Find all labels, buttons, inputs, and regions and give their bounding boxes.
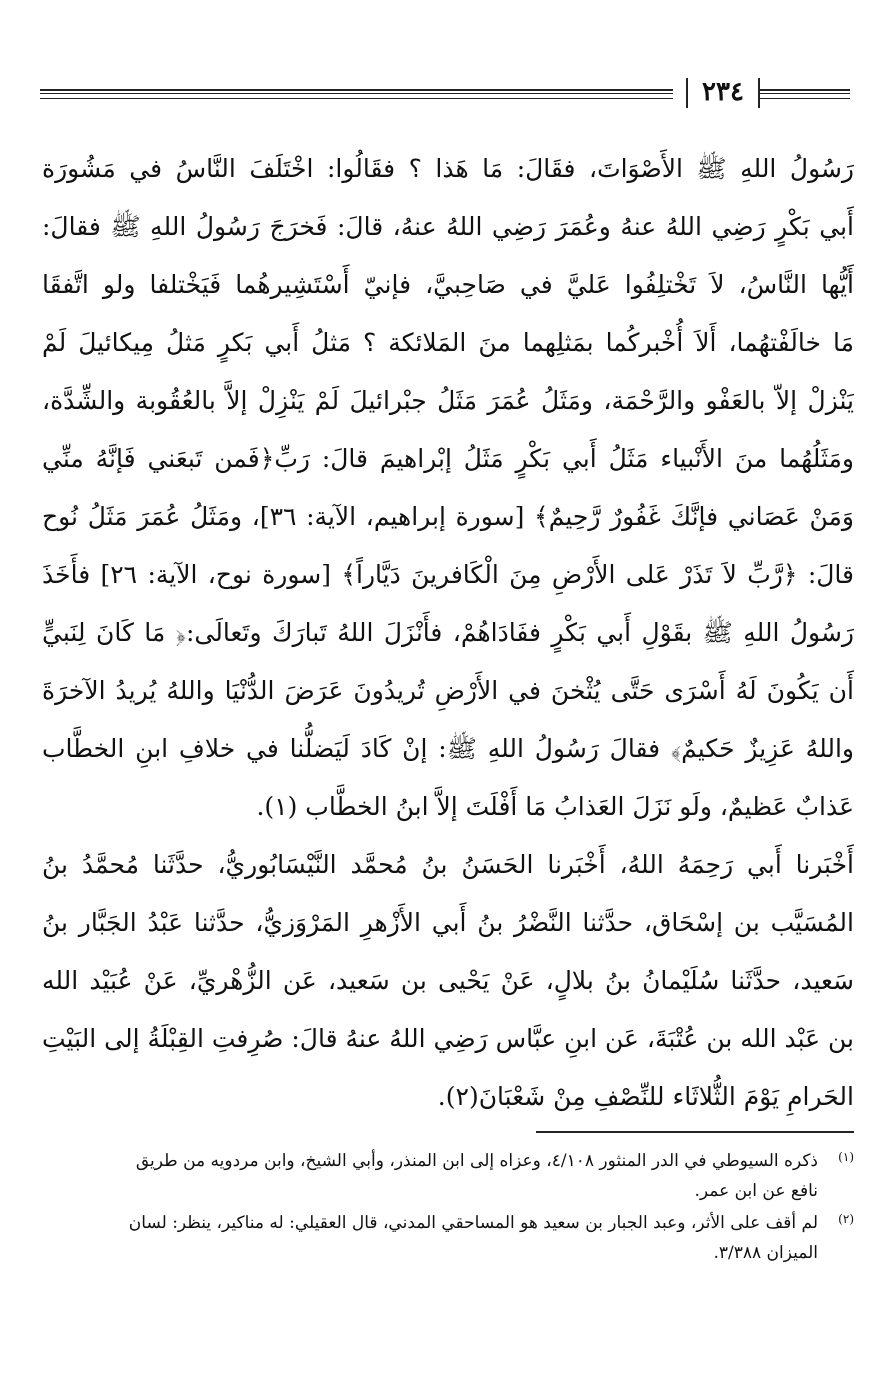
footnote	[42, 1208, 854, 1268]
text-line: عَذابٌ عَظيمٌ، ولَو نَزَلَ العَذابُ مَا أَفْلَتَ إلاَّ ابنُ الخطَّاب (١).	[256, 792, 854, 821]
text-line: أَخْبَرنا أَبي رَحِمَهُ اللهُ، أَخْبَرنا الحَسَنُ بنُ مُحمَّد النَّيْسَابُوريُّ، حدَّثَنا مُحمَّدُ بنُ	[42, 850, 854, 879]
text-line: وَمَنْ عَصَاني فإنَّكَ غَفُورٌ رَّحِيمٌ﴾ [سورة إبراهيم، الآية: ٣٦]، ومَثَلُ عُمَرَ مَثَلُ نُوح	[42, 502, 854, 531]
footnote-line: نافع عن ابن عمر.	[694, 1181, 818, 1201]
text-line: رَسُولُ اللهِ ﷺ بقَوْلِ أَبي بَكْرٍ ففَادَاهُمْ، فأَنْزَلَ اللهُ تَبارَكَ وتَعالَى:﴿ مَا كَانَ لِنَبيٍّ	[42, 618, 854, 647]
page-number: ٢٣٤	[702, 77, 744, 107]
page-header	[40, 78, 850, 110]
text-line: واللهُ عَزِيزٌ حَكيمٌ﴾ فقالَ رَسُولُ اللهِ ﷺ: إنْ كَادَ لَيَضلُّنا في خلافِ ابنِ الخطَّاب	[42, 734, 854, 763]
text-line: بن عَبْد الله بن عُتْبَةَ، عَن ابنِ عبَّاس رَضِي اللهُ عنهُ قالَ: صُرِفتِ القِبْلَةُ إلى البَيْتِ	[42, 1024, 854, 1053]
text-line: أَبي بَكْرٍ رَضِي اللهُ عنهُ وعُمَرَ رَضِي اللهُ عنهُ، قالَ: فَخرَجَ رَسُولُ اللهِ ﷺ فقالَ:	[42, 212, 854, 241]
text-line: الحَرامِ يَوْمَ الثُّلاثَاء للنِّصْفِ مِنْ شَعْبَانَ(٢).	[437, 1082, 854, 1111]
text-line: سَعيد، حدَّثَنا سُلَيْمانُ بنُ بلالٍ، عَنْ يَحْيى بن سَعيد، عَن الزُّهْريِّ، عَنْ عُبَيْد الله	[42, 966, 854, 995]
text-line: ومَثَلُهُما منَ الأَنْبياء مَثَلُ أَبي بَكْرٍ مَثَلُ إبْراهيمَ قالَ: رَبِّ﴿فَمن تَبعَني فَإنَّهُ منِّي	[42, 444, 854, 473]
main-text	[42, 140, 854, 1126]
footnote-number: (٢)	[838, 1212, 854, 1226]
header-rule-left	[40, 89, 673, 99]
footnote-separator	[536, 1131, 854, 1133]
footnotes	[42, 1146, 854, 1270]
text-line: أَيُّها النَّاسُ، لاَ تَخْتلِفُوا عَليَّ في صَاحِبيَّ، فإنيّ أَسْتَشِيرهُما فَيَخْتلفا ولو اتَّفقَا	[42, 270, 854, 299]
footnote-line: ذكره السيوطي في الدر المنثور ٤/١٠٨، وعزاه إلى ابن المنذر، وأبي الشيخ، وابن مردويه من طريق	[135, 1151, 818, 1171]
header-rule-right	[760, 89, 850, 99]
text-line: أَن يَكُونَ لَهُ أَسْرَى حَتَّى يُثْخنَ في الأَرْضِ تُريدُونَ عَرَضَ الدُّنْيَا واللهُ يُريدُ الآخرَةَ	[42, 676, 854, 705]
footnote-number: (١)	[838, 1150, 854, 1164]
header-bar-left	[686, 78, 688, 108]
footnote-line: الميزان ٣/٣٨٨.	[713, 1243, 818, 1263]
text-line: رَسُولُ اللهِ ﷺ الأَصْوَاتَ، فقَالَ: مَا هَذا ؟ فقَالُوا: اخْتَلَفَ النَّاسُ في مَشُورَة	[42, 154, 854, 183]
text-line: يَنْزلْ إلاّ بالعَفْو والرَّحْمَة، ومَثَلُ عُمَرَ مَثَلُ جبْرائيلَ لَمْ يَنْزِلْ إلاَّ بالعُقُوبة والشِّدَّة،	[42, 386, 854, 415]
footnote-line: لم أقف على الأثر، وعبد الجبار بن سعيد هو المساحقي المدني، قال العقيلي: له مناكير، ينظر: لسان	[128, 1213, 818, 1233]
text-line: المُسَيَّب بن إسْحَاق، حدَّثنا النَّضْرُ بنُ أَبي الأَزْهرِ المَرْوَزيُّ، حدَّثنا عَبْدُ الجَبَّار بنُ	[42, 908, 854, 937]
footnote	[42, 1146, 854, 1206]
text-line: مَا خالَفْتهُما، أَلاَ أُخْبركُما بمَثلِهما منَ المَلائكة ؟ مَثلُ أَبي بَكرٍ مَثلُ مِيكائيلَ لَمْ	[42, 328, 854, 357]
text-line: قالَ: ﴿رَّبِّ لاَ تَذَرْ عَلى الأَرْضِ مِنَ الْكَافرينَ دَيَّاراً﴾ [سورة نوح، الآية: ٢٦] فأَخَذَ	[42, 560, 854, 589]
